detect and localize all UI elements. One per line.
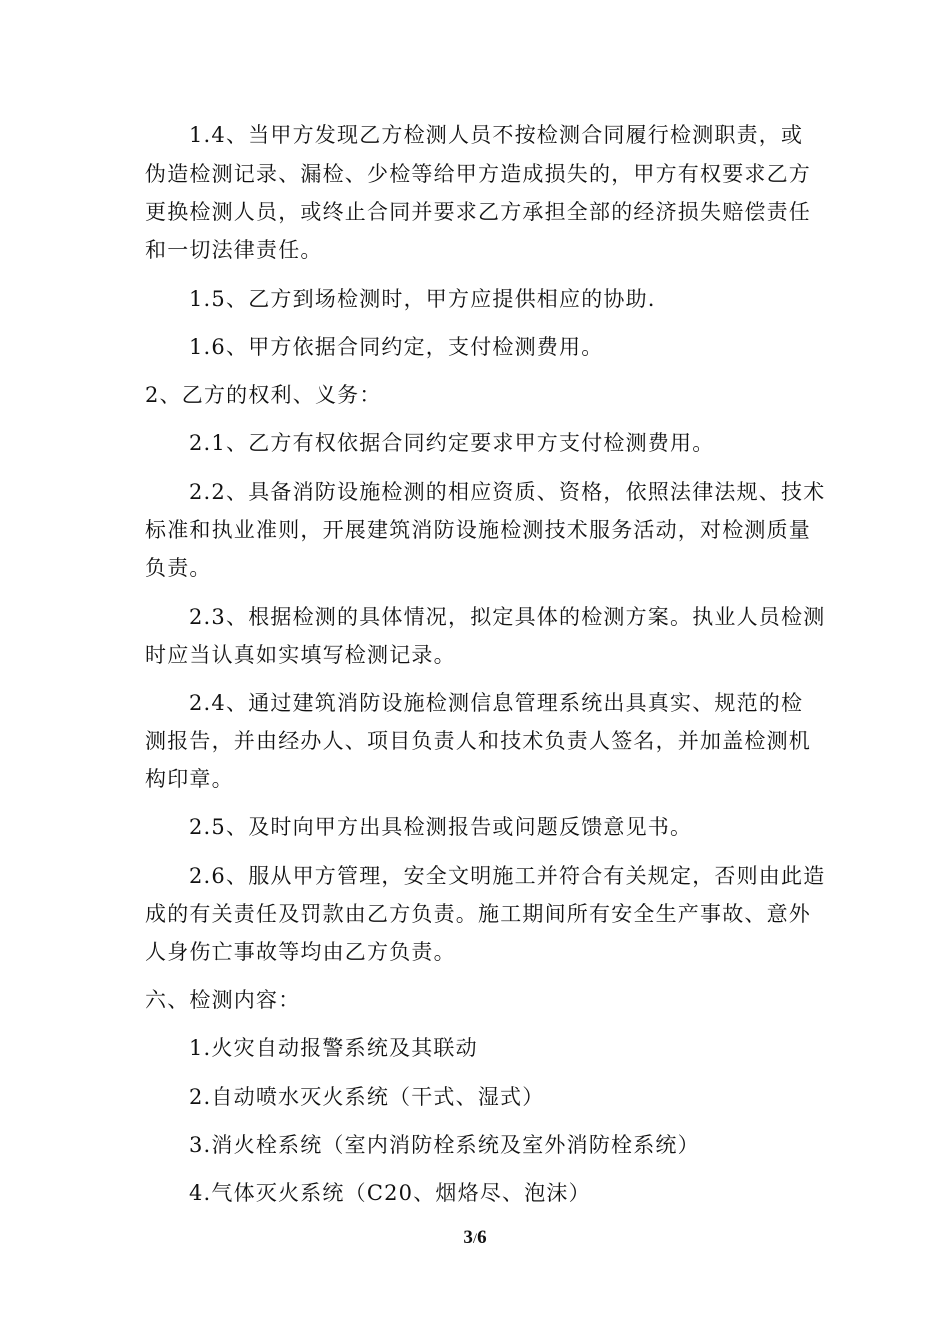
section-2-heading: 2、乙方的权利、义务： [145,383,382,407]
page-number-current: 3 [463,1227,473,1248]
clause-2-6-line-3: 人身伤亡事故等均由乙方负责。 [145,940,456,964]
inspection-item-2: 2.自动喷水灭火系统（干式、湿式） [189,1085,545,1109]
clause-1-6: 1.6、甲方依据合同约定，支付检测费用。 [189,335,604,359]
clause-1-4-line-2: 伪造检测记录、漏检、少检等给甲方造成损失的，甲方有权要求乙方 [145,162,811,186]
clause-2-4-line-2: 测报告，并由经办人、项目负责人和技术负责人签名，并加盖检测机 [145,729,811,753]
section-6-heading: 六、检测内容： [145,988,301,1012]
page-number-separator: / [472,1231,478,1247]
inspection-item-1: 1.火灾自动报警系统及其联动 [189,1036,478,1060]
inspection-item-3: 3.消火栓系统（室内消防栓系统及室外消防栓系统） [189,1133,700,1157]
clause-1-4-line-3: 更换检测人员，或终止合同并要求乙方承担全部的经济损失赔偿责任 [145,200,811,224]
clause-2-6-line-1: 2.6、服从甲方管理，安全文明施工并符合有关规定，否则由此造 [189,864,826,888]
clause-2-2-line-2: 标准和执业准则，开展建筑消防设施检测技术服务活动，对检测质量 [145,518,811,542]
page-number-total: 6 [477,1227,487,1248]
clause-2-5: 2.5、及时向甲方出具检测报告或问题反馈意见书。 [189,815,693,839]
clause-1-5: 1.5、乙方到场检测时，甲方应提供相应的协助. [189,287,656,311]
clause-2-3-line-1: 2.3、根据检测的具体情况，拟定具体的检测方案。执业人员检测 [189,605,826,629]
clause-2-2-line-3: 负责。 [145,556,212,580]
clause-2-2-line-1: 2.2、具备消防设施检测的相应资质、资格，依照法律法规、技术 [189,480,826,504]
clause-2-4-line-3: 构印章。 [145,767,234,791]
page-number [0,1227,950,1250]
clause-2-6-line-2: 成的有关责任及罚款由乙方负责。施工期间所有安全生产事故、意外 [145,902,811,926]
clause-1-4-line-1: 1.4、当甲方发现乙方检测人员不按检测合同履行检测职责，或 [189,123,804,147]
inspection-item-4: 4.气体灭火系统（C20、烟烙尽、泡沫） [189,1181,591,1205]
clause-1-4-line-4: 和一切法律责任。 [145,238,323,262]
clause-2-1: 2.1、乙方有权依据合同约定要求甲方支付检测费用。 [189,431,715,455]
clause-2-4-line-1: 2.4、通过建筑消防设施检测信息管理系统出具真实、规范的检 [189,691,804,715]
clause-2-3-line-2: 时应当认真如实填写检测记录。 [145,643,456,667]
